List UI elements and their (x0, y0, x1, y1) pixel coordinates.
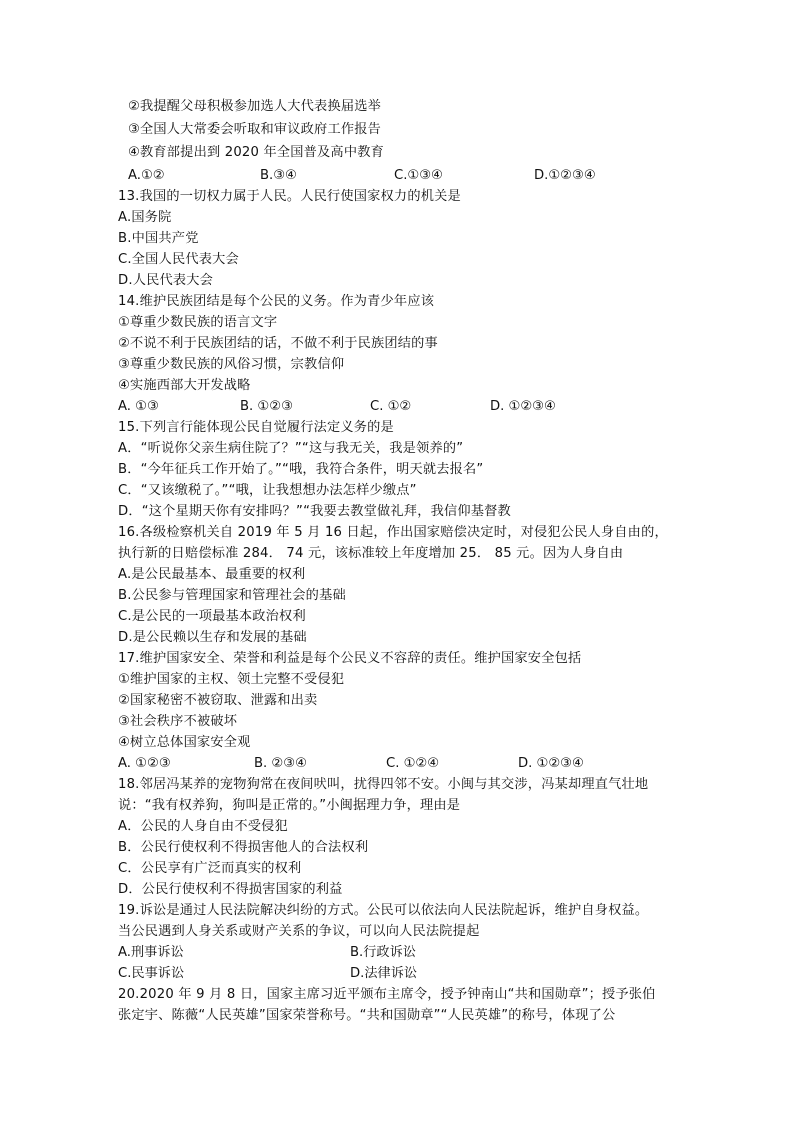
q18-option-b: B．公民行使权利不得损害他人的合法权利 (118, 840, 369, 855)
option-d: D.①②③④ (534, 168, 596, 183)
q14-statement-1: ①尊重少数民族的语言文字 (118, 315, 278, 330)
question-20-stem-line-2: 张定宇、陈薇“人民英雄”国家荣誉称号。“共和国勋章”“人民英雄”的称号，体现了公 (118, 1008, 616, 1023)
q15-option-c: C．“又该缴税了。”“哦，让我想想办法怎样少缴点” (118, 483, 417, 498)
q15-option-a: A．“听说你父亲生病住院了？”“这与我无关，我是领养的” (118, 441, 464, 456)
option-a: A.①② (128, 168, 165, 183)
q14-option-b: B. ①②③ (240, 399, 293, 414)
q13-option-b: B.中国共产党 (118, 231, 199, 246)
q14-statement-2: ②不说不利于民族团结的话，不做不利于民族团结的事 (118, 336, 438, 351)
question-18-stem-line-1: 18.邻居冯某养的宠物狗常在夜间吠叫，扰得四邻不安。小闽与其交涉，冯某却理直气壮地 (118, 777, 649, 792)
question-17-stem: 17.维护国家安全、荣誉和利益是每个公民义不容辞的责任。维护国家安全包括 (118, 651, 582, 666)
q19-option-d: D.法律诉讼 (350, 966, 418, 981)
q16-option-c: C.是公民的一项最基本政治权利 (118, 609, 306, 624)
q18-option-c: C．公民享有广泛而真实的权利 (118, 861, 302, 876)
question-13-stem: 13.我国的一切权力属于人民。人民行使国家权力的机关是 (118, 189, 461, 204)
q19-option-b: B.行政诉讼 (350, 945, 416, 960)
question-19-stem-line-2: 当公民遇到人身关系或财产关系的争议，可以向人民法院提起 (118, 924, 480, 939)
q17-statement-1: ①维护国家的主权、领土完整不受侵犯 (118, 672, 345, 687)
option-b: B.③④ (260, 168, 297, 183)
q16-option-a: A.是公民最基本、最重要的权利 (118, 567, 306, 582)
q17-option-b: B. ②③④ (254, 756, 307, 771)
question-16-stem-line-2: 执行新的日赔偿标准 284． 74 元，该标准较上年度增加 25． 85 元。因为人身自由 (118, 546, 624, 561)
q14-option-a: A. ①③ (118, 399, 159, 414)
q17-option-d: D. ①②③④ (518, 756, 584, 771)
q14-statement-3: ③尊重少数民族的风俗习惯，宗教信仰 (118, 357, 345, 372)
q15-option-d: D．“这个星期天你有安排吗？”“我要去教堂做礼拜，我信仰基督教 (118, 504, 511, 519)
statement-4: ④教育部提出到 2020 年全国普及高中教育 (128, 145, 384, 160)
q14-option-c: C. ①② (370, 399, 412, 414)
q16-option-d: D.是公民赖以生存和发展的基础 (118, 630, 307, 645)
statement-2: ②我提醒父母积极参加选人大代表换届选举 (128, 99, 381, 114)
q17-statement-3: ③社会秩序不被破坏 (118, 714, 238, 729)
question-16-stem-line-1: 16.各级检察机关自 2019 年 5 月 16 日起，作出国家赔偿决定时，对侵犯公民人身自由的， (118, 525, 668, 540)
q17-statement-4: ④树立总体国家安全观 (118, 735, 251, 750)
question-19-stem-line-1: 19.诉讼是通过人民法院解决纠纷的方式。公民可以依法向人民法院起诉，维护自身权益。 (118, 903, 649, 918)
q15-option-b: B．“今年征兵工作开始了。”“哦，我符合条件，明天就去报名” (118, 462, 484, 477)
question-20-stem-line-1: 20.2020 年 9 月 8 日，国家主席习近平颁布主席令，授予钟南山“共和国勋章”；授予张伯 (118, 987, 656, 1002)
option-c: C.①③④ (394, 168, 443, 183)
q13-option-a: A.国务院 (118, 210, 172, 225)
q17-option-a: A. ①②③ (118, 756, 171, 771)
q16-option-b: B.公民参与管理国家和管理社会的基础 (118, 588, 346, 603)
q18-option-d: D．公民行使权利不得损害国家的利益 (118, 882, 343, 897)
q17-statement-2: ②国家秘密不被窃取、泄露和出卖 (118, 693, 318, 708)
q14-statement-4: ④实施西部大开发战略 (118, 378, 251, 393)
question-18-stem-line-2: 说：“我有权养狗，狗叫是正常的。”小闽据理力争，理由是 (118, 798, 461, 813)
q17-option-c: C. ①②④ (386, 756, 440, 771)
q19-option-a: A.刑事诉讼 (118, 945, 184, 960)
q18-option-a: A．公民的人身自由不受侵犯 (118, 819, 288, 834)
q19-option-c: C.民事诉讼 (118, 966, 185, 981)
q13-option-d: D.人民代表大会 (118, 273, 214, 288)
statement-3: ③全国人大常委会听取和审议政府工作报告 (128, 122, 381, 137)
q13-option-c: C.全国人民代表大会 (118, 252, 239, 267)
question-14-stem: 14.维护民族团结是每个公民的义务。作为青少年应该 (118, 294, 435, 309)
q14-option-d: D. ①②③④ (490, 399, 556, 414)
question-15-stem: 15.下列言行能体现公民自觉履行法定义务的是 (118, 420, 394, 435)
